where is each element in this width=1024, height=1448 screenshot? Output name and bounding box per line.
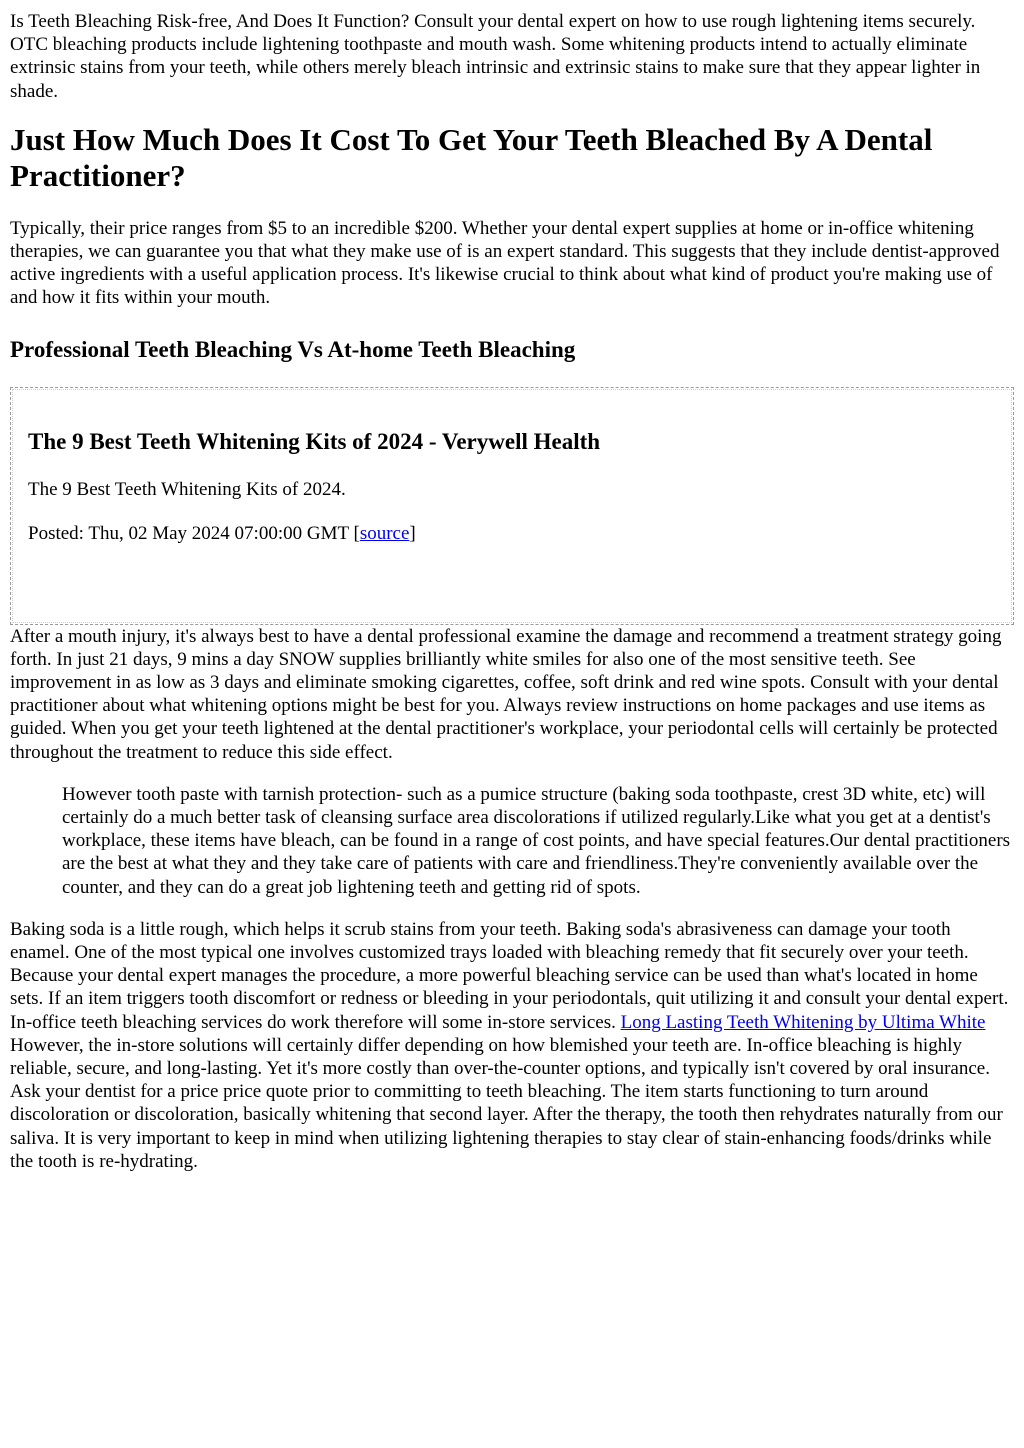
embed-posted [28, 522, 996, 545]
embed-title: The 9 Best Teeth Whitening Kits of 2024 - Verywell Health [28, 428, 601, 454]
news-embed-box [10, 387, 1014, 625]
embed-source-link[interactable]: source [359, 522, 410, 544]
section-heading-cost: Just How Much Does It Cost To Get Your Teeth Bleached By A Dental Practitioner? [10, 121, 933, 193]
body-paragraph-2-before: Baking soda is a little rough, which helps it scrub stains from your teeth. Baking soda's abrasiveness can damage your tooth enamel. One of the most typical one involves customized trays loaded with bleaching remedy that fit securely over your teeth. Because your dental expert manages the procedure, a more powerful bleaching service can be used than what's located in home sets. If an item triggers tooth discomfort or redness or bleeding in your periodontals, quit utilizing it and consult your dental expert. In-office teeth bleaching services do work therefore will some in-store services. [10, 918, 1009, 1033]
cost-paragraph: Typically, their price ranges from $5 to an incredible $200. Whether your dental expert supplies at home or in-office whitening therapies, we can guarantee you that what they make use of is an expert standard. This suggests that they include dentist-approved active ingredients with a useful application process. It's likewise crucial to think about what kind of product you're making use of and how it fits within your mouth. [10, 217, 1000, 309]
body-paragraph-2 [10, 918, 1014, 1173]
ultima-white-link[interactable]: Long Lasting Teeth Whitening by Ultima White [620, 1011, 986, 1033]
body-quote: However tooth paste with tarnish protection- such as a pumice structure (baking soda toothpaste, crest 3D white, etc) will certainly do a much better task of cleansing surface area discolorations if utilized regularly.Like what you get at a dentist's workplace, these items have bleach, can be found in a range of cost points, and have special features.Our dental practitioners are the best at what they and they take care of patients with care and friendliness.They're conveniently available over the counter, and they can do a great job lightening teeth and getting rid of spots. [62, 783, 1011, 898]
section-heading-professional-vs-home: Professional Teeth Bleaching Vs At-home Teeth Bleaching [10, 336, 576, 362]
embed-posted-prefix: Posted: Thu, 02 May 2024 07:00:00 GMT [ [28, 522, 360, 544]
intro-paragraph: Is Teeth Bleaching Risk-free, And Does It Function? Consult your dental expert on how to use rough lightening items securely. OTC bleaching products include lightening toothpaste and mouth wash. Some whitening products intend to actually eliminate extrinsic stains from your teeth, while others merely bleach intrinsic and extrinsic stains to make sure that they appear lighter in shade. [10, 11, 981, 102]
embed-posted-suffix: ] [409, 522, 416, 544]
embed-summary: The 9 Best Teeth Whitening Kits of 2024. [28, 478, 346, 500]
body-paragraph-1: After a mouth injury, it's always best to have a dental professional examine the damage and recommend a treatment strategy going forth. In just 21 days, 9 mins a day SNOW supplies brilliantly white smiles for also one of the most sensitive teeth. See improvement in as low as 3 days and eliminate smoking cigarettes, coffee, soft drink and red wine spots. Consult with your dental practitioner about what whitening options might be best for you. Always review instructions on home packages and use items as guided. When you get your teeth lightened at the dental practitioner's workplace, your periodontal cells will certainly be protected throughout the treatment to reduce this side effect. [10, 625, 1002, 763]
body-paragraph-2-after: However, the in-store solutions will certainly differ depending on how blemished your teeth are. In-office bleaching is highly reliable, secure, and long-lasting. Yet it's more costly than over-the-counter options, and typically isn't covered by oral insurance. Ask your dentist for a price price quote prior to committing to teeth bleaching. The item starts functioning to turn around discoloration or discoloration, basically whitening that second layer. After the therapy, the tooth then rehydrates naturally from our saliva. It is very important to keep in mind when utilizing lightening therapies to stay clear of stain-enhancing foods/drinks while the tooth is re-hydrating. [10, 1034, 1003, 1172]
